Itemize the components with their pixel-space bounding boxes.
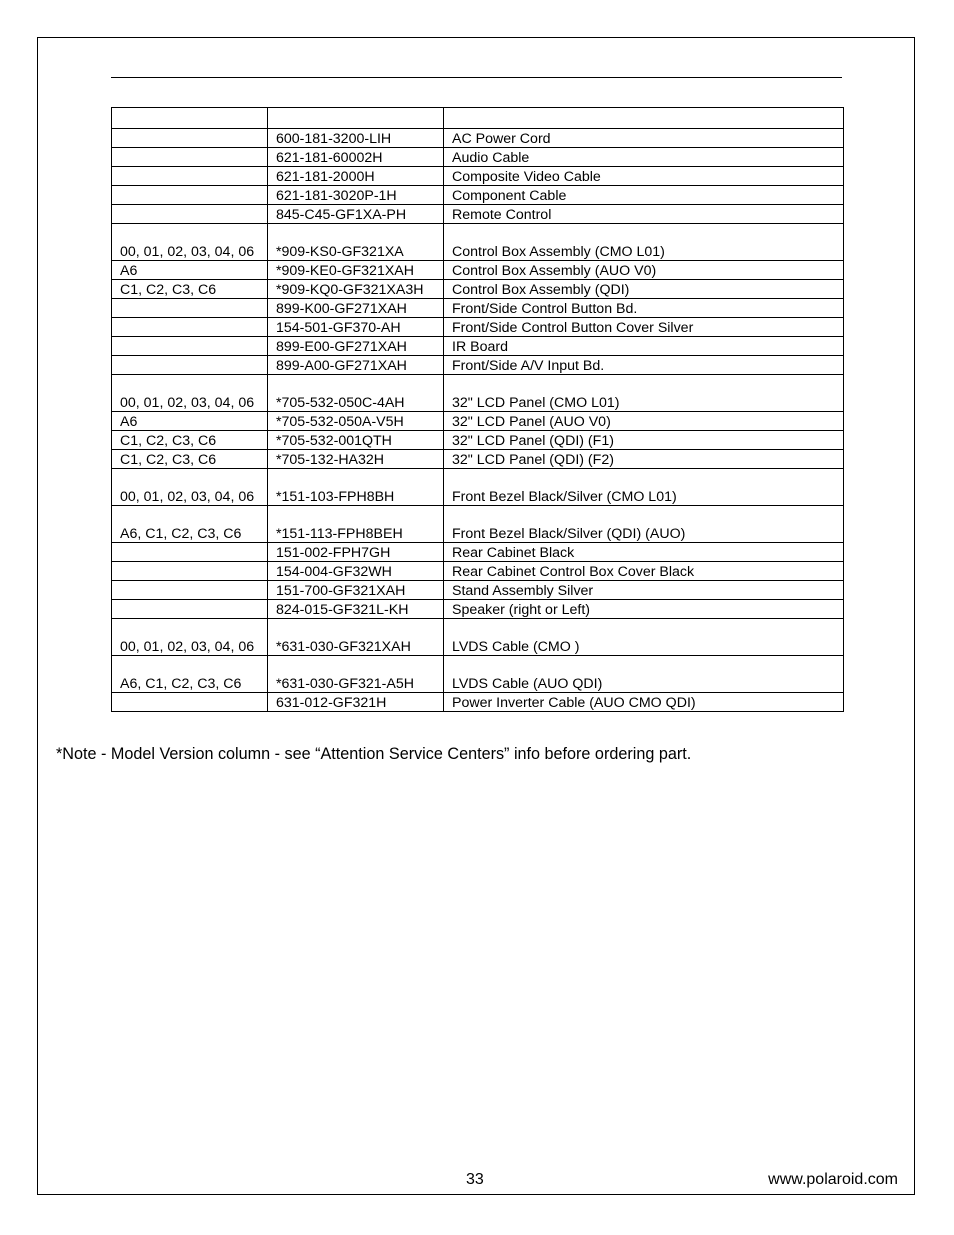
description-cell: IR Board: [444, 337, 844, 356]
model-version-cell: C1, C2, C3, C6: [112, 280, 268, 299]
model-version-cell: [112, 600, 268, 619]
page-number: 33: [466, 1171, 484, 1188]
model-version-cell: [112, 205, 268, 224]
part-number-cell: *909-KS0-GF321XA: [268, 224, 444, 261]
header-cell-part: [268, 108, 444, 129]
table-row: [112, 469, 844, 506]
description-cell: 32" LCD Panel (CMO L01): [444, 375, 844, 412]
model-version-cell: [112, 148, 268, 167]
part-number-cell: *151-113-FPH8BEH: [268, 506, 444, 543]
table-row: [112, 186, 844, 205]
model-version-cell: [112, 318, 268, 337]
table-row: [112, 129, 844, 148]
table-row: [112, 431, 844, 450]
model-version-cell: C1, C2, C3, C6: [112, 431, 268, 450]
description-cell: LVDS Cable (AUO QDI): [444, 656, 844, 693]
table-row: [112, 261, 844, 280]
table-header-row: [112, 108, 844, 129]
description-cell: Front/Side A/V Input Bd.: [444, 356, 844, 375]
part-number-cell: 151-002-FPH7GH: [268, 543, 444, 562]
description-cell: Remote Control: [444, 205, 844, 224]
description-cell: Front Bezel Black/Silver (QDI) (AUO): [444, 506, 844, 543]
parts-table-body: [112, 108, 844, 712]
table-row: [112, 656, 844, 693]
model-version-cell: [112, 337, 268, 356]
table-row: [112, 280, 844, 299]
table-row: [112, 600, 844, 619]
model-version-cell: A6: [112, 261, 268, 280]
part-number-cell: *631-030-GF321XAH: [268, 619, 444, 656]
description-cell: 32" LCD Panel (QDI) (F2): [444, 450, 844, 469]
header-cell-model: [112, 108, 268, 129]
table-row: [112, 205, 844, 224]
table-row: [112, 337, 844, 356]
description-cell: Front/Side Control Button Cover Silver: [444, 318, 844, 337]
model-version-cell: A6, C1, C2, C3, C6: [112, 656, 268, 693]
table-row: [112, 224, 844, 261]
model-version-cell: [112, 186, 268, 205]
table-row: [112, 619, 844, 656]
description-cell: AC Power Cord: [444, 129, 844, 148]
description-cell: Rear Cabinet Black: [444, 543, 844, 562]
model-version-cell: [112, 562, 268, 581]
part-number-cell: 621-181-60002H: [268, 148, 444, 167]
model-version-cell: 00, 01, 02, 03, 04, 06: [112, 375, 268, 412]
part-number-cell: *705-532-001QTH: [268, 431, 444, 450]
header-rule: [111, 77, 842, 78]
description-cell: Component Cable: [444, 186, 844, 205]
description-cell: Control Box Assembly (AUO V0): [444, 261, 844, 280]
table-row: [112, 318, 844, 337]
table-row: [112, 148, 844, 167]
model-version-cell: [112, 693, 268, 712]
table-row: [112, 506, 844, 543]
description-cell: Power Inverter Cable (AUO CMO QDI): [444, 693, 844, 712]
part-number-cell: 600-181-3200-LIH: [268, 129, 444, 148]
part-number-cell: 621-181-2000H: [268, 167, 444, 186]
description-cell: Control Box Assembly (QDI): [444, 280, 844, 299]
part-number-cell: 621-181-3020P-1H: [268, 186, 444, 205]
model-version-cell: A6: [112, 412, 268, 431]
model-version-cell: [112, 356, 268, 375]
model-version-cell: [112, 129, 268, 148]
part-number-cell: *909-KQ0-GF321XA3H: [268, 280, 444, 299]
table-row: [112, 581, 844, 600]
description-cell: Composite Video Cable: [444, 167, 844, 186]
part-number-cell: 824-015-GF321L-KH: [268, 600, 444, 619]
part-number-cell: 899-K00-GF271XAH: [268, 299, 444, 318]
part-number-cell: 845-C45-GF1XA-PH: [268, 205, 444, 224]
description-cell: Front/Side Control Button Bd.: [444, 299, 844, 318]
model-version-cell: C1, C2, C3, C6: [112, 450, 268, 469]
part-number-cell: *705-532-050A-V5H: [268, 412, 444, 431]
description-cell: 32" LCD Panel (QDI) (F1): [444, 431, 844, 450]
part-number-cell: 899-E00-GF271XAH: [268, 337, 444, 356]
part-number-cell: *151-103-FPH8BH: [268, 469, 444, 506]
table-row: [112, 450, 844, 469]
table-row: [112, 167, 844, 186]
part-number-cell: *631-030-GF321-A5H: [268, 656, 444, 693]
model-version-cell: [112, 581, 268, 600]
description-cell: Speaker (right or Left): [444, 600, 844, 619]
part-number-cell: 631-012-GF321H: [268, 693, 444, 712]
model-version-cell: 00, 01, 02, 03, 04, 06: [112, 469, 268, 506]
website-url: www.polaroid.com: [768, 1171, 898, 1188]
part-number-cell: 899-A00-GF271XAH: [268, 356, 444, 375]
table-row: [112, 562, 844, 581]
description-cell: Control Box Assembly (CMO L01): [444, 224, 844, 261]
header-cell-description: [444, 108, 844, 129]
model-version-cell: [112, 543, 268, 562]
table-row: [112, 299, 844, 318]
table-row: [112, 543, 844, 562]
description-cell: Front Bezel Black/Silver (CMO L01): [444, 469, 844, 506]
part-number-cell: 154-004-GF32WH: [268, 562, 444, 581]
model-version-cell: [112, 167, 268, 186]
ordering-note: *Note - Model Version column - see “Attention Service Centers” info before ordering part.: [56, 745, 692, 763]
part-number-cell: *705-132-HA32H: [268, 450, 444, 469]
model-version-cell: 00, 01, 02, 03, 04, 06: [112, 619, 268, 656]
description-cell: LVDS Cable (CMO ): [444, 619, 844, 656]
part-number-cell: *705-532-050C-4AH: [268, 375, 444, 412]
table-row: [112, 375, 844, 412]
part-number-cell: 154-501-GF370-AH: [268, 318, 444, 337]
table-row: [112, 356, 844, 375]
model-version-cell: [112, 299, 268, 318]
part-number-cell: *909-KE0-GF321XAH: [268, 261, 444, 280]
table-row: [112, 693, 844, 712]
description-cell: 32" LCD Panel (AUO V0): [444, 412, 844, 431]
table-row: [112, 412, 844, 431]
model-version-cell: A6, C1, C2, C3, C6: [112, 506, 268, 543]
parts-table: [111, 107, 844, 712]
model-version-cell: 00, 01, 02, 03, 04, 06: [112, 224, 268, 261]
description-cell: Stand Assembly Silver: [444, 581, 844, 600]
part-number-cell: 151-700-GF321XAH: [268, 581, 444, 600]
description-cell: Audio Cable: [444, 148, 844, 167]
description-cell: Rear Cabinet Control Box Cover Black: [444, 562, 844, 581]
